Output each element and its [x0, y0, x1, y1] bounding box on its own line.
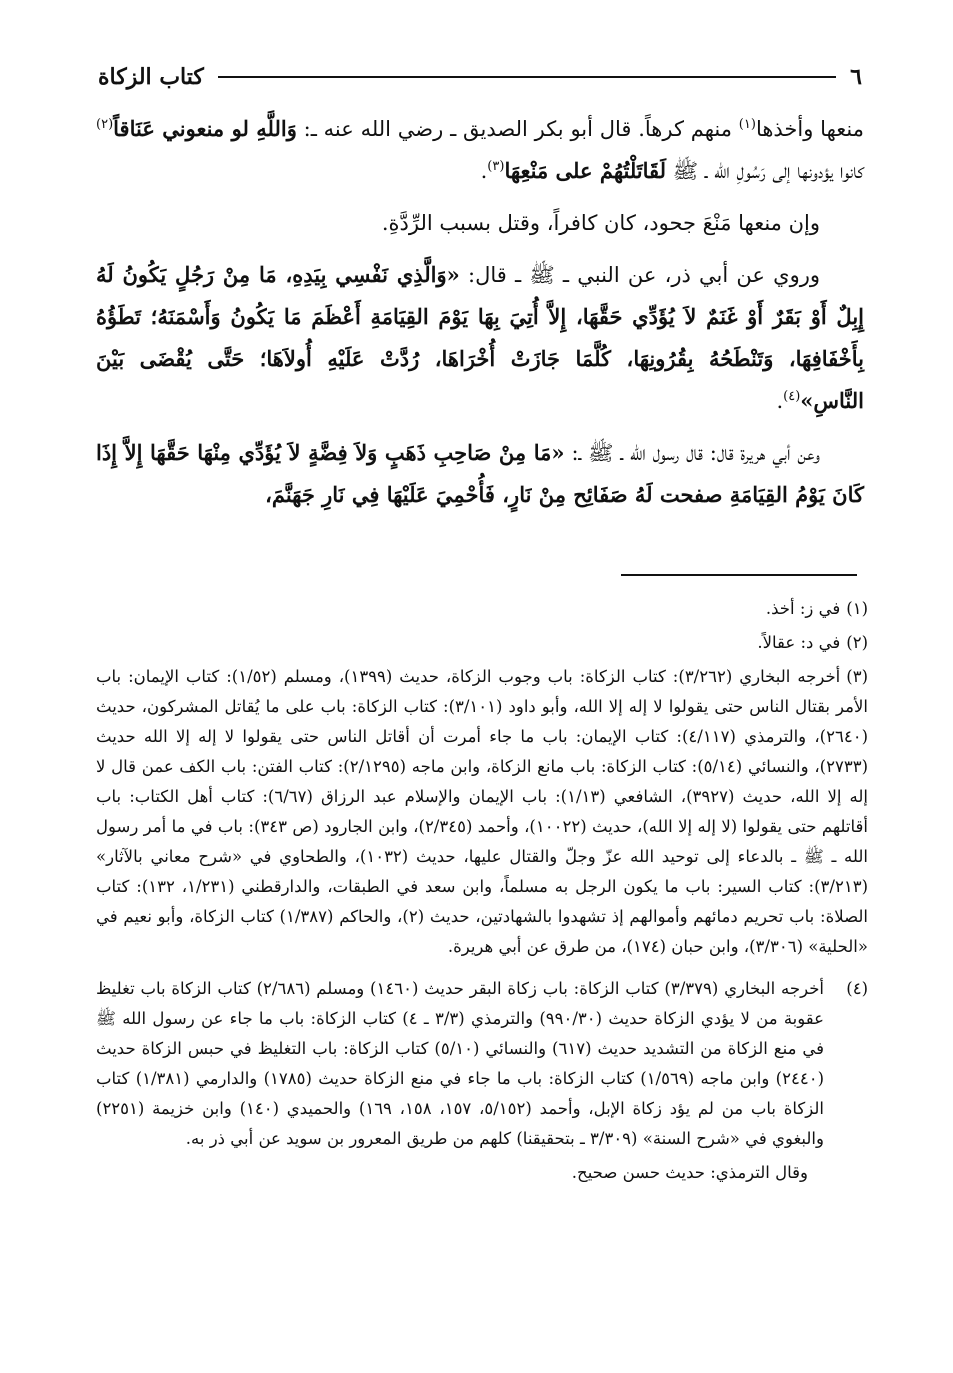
- text-run: وعن أبي هريرة قال: قال رسول الله ـ ﷺ ـ:: [564, 441, 820, 465]
- quote-text: لَقَاتَلْتُهُمْ على مَنْعِهَا: [504, 158, 667, 183]
- footnote-ref-2: (٢): [96, 117, 114, 132]
- footnote-ref-3: (٣): [487, 159, 505, 174]
- chapter-title: كتاب الزكاة: [98, 64, 204, 90]
- footnote-ref-1: (١): [738, 117, 756, 132]
- footnote-1: [96, 594, 868, 624]
- paragraph-3: [96, 254, 864, 422]
- footnote-text: في د: عقالاً.: [757, 633, 841, 652]
- header-rule: [218, 76, 836, 78]
- text-run: .: [776, 389, 784, 413]
- text-run: وروي عن أبي ذر، عن النبي ـ ﷺ ـ قال:: [459, 263, 821, 287]
- footnotes: [96, 594, 868, 1188]
- footnote-number: (٢): [846, 633, 868, 652]
- page-number: ٦: [850, 64, 862, 90]
- text-run: كانوا يؤدونها إلى رَسُولِ الله ـ ﷺ: [666, 159, 864, 183]
- footnote-text: أخرجه البخاري (٣/٣٧٩) كتاب الزكاة: باب زكاة البقر حديث (١٤٦٠) ومسلم (٢/٦٨٦) كتاب الزكاة باب تغليظ عقوبة من لا يؤدي الزكاة حديث (٩٩٠/٣٠) والترمذي (٣/٣ ـ ٤) كتاب الزكاة: باب ما جاء عن رسول الله ﷺ في منع الزكاة من التشديد حديث (٦١٧) والنسائي (٥/١٠) كتاب الزكاة: باب التغليظ في حبس الزكاة حديث (٢٤٤٠) وابن ماجه (١/٥٦٩) كتاب الزكاة: باب ما جاء في منع الزكاة حديث (١٧٨٥) والدارمي (١/٣٨١) كتاب الزكاة باب من لم يؤد زكاة الإبل، وأحمد (٥/١٥٢، ١٥٧، ١٥٨، ١٦٩) والحميدي (١٤٠) وابن خزيمة (٢٢٥١) والبغوي في «شرح السنة» (٣/٣٠٩ ـ بتحقيقنا) كلهم من طريق المعرور بن سويد عن أبي ذر به.: [96, 979, 825, 1148]
- text-run: .: [480, 159, 488, 183]
- footnote-text: أخرجه البخاري (٣/٢٦٢): كتاب الزكاة: باب وجوب الزكاة، حديث (١٣٩٩)، ومسلم (١/٥٢): كتاب الإيمان: باب الأمر بقتال الناس حتى يقولوا لا إله إلا الله، وأبو داود (٣/١٠١): كتاب الزكاة: باب على ما يُقاتل المشركون، حديث (٢٦٤٠)، والترمذي (٤/١١٧): كتاب الإيمان: باب ما جاء أمرت أن أقاتل الناس حتى يقولوا لا إله إلا الله حديث (٢٧٣٣)، والنسائي (٥/١٤): كتاب الزكاة: باب مانع الزكاة، وابن ماجه (٢/١٢٩٥): كتاب الفتن: باب الكف عمن قال لا إله إلا الله، حديث (٣٩٢٧)، الشافعي (١/١٣): باب الإيمان والإسلام عبد الرزاق (٦/٦٧): كتاب أهل الكتاب: باب أقاتلهم حتى يقولوا (لا إله إلا الله)، حديث (١٠٠٢٢)، وأحمد (٢/٣٤٥)، وابن الجارود (ص ٣٤٣): باب في ما أمر رسول الله ـ ﷺ ـ بالدعاء إلى توحيد الله عزّ وجلّ والقتال عليها، حديث (١٠٣٢)، والطحاوي في «شرح معاني بالآثار» (٣/٢١٣): كتاب السير: باب ما يكون الرجل به مسلماً، وابن سعد في الطبقات، والدارقطني (١/٢٣١، ١٣٢): كتاب الصلاة: باب تحريم دمائهم وأموالهم إذ تشهدوا بالشهادتين، حديث (٢)، والحاكم (١/٣٨٧) كتاب الزكاة، وأبو نعيم في «الحلية» (٣/٣٠٦)، وابن حبان (١٧٤)، من طرق عن أبي هريرة.: [96, 667, 868, 956]
- paragraph-2: وإن منعها مَنْعَ جحود، كان كافراً، وقتل بسبب الرِّدَّةِ.: [381, 211, 820, 235]
- footnote-4-note: وقال الترمذي: حديث حسن صحيح.: [571, 1163, 808, 1182]
- page-header: [98, 58, 862, 96]
- footnote-number: (٣): [846, 667, 869, 686]
- footnote-separator: [621, 574, 857, 576]
- hadith-quote: «وَالَّذِي نَفْسِي بِيَدِهِ، مَا مِنْ رَجُلٍ يَكُونُ لَهُ إِبِلٌ أَوْ بَقَرٌ أَوْ غَنَمٌ لاَ يُؤَدِّي حَقَّهَا، إِلاَّ أُتِيَ بِهَا يَوْمَ القِيَامَةِ أَعْظَمَ مَا يَكُونُ وَأَسْمَنَهُ؛ تَطَؤُهُ بِأَخْفَافِهَا، وَتَنْطَحُهُ بِقُرُونِهَا، كُلَّمَا جَازَتْ أُخْرَاهَا، رُدَّتْ عَلَيْهِ أُولاَهَا؛ حَتَّى يُقْضَى بَيْنَ النَّاسِ»: [96, 262, 864, 413]
- footnote-2: [96, 628, 868, 658]
- quote-text: وَاللَّهِ لو منعوني عَنَاقاً: [113, 116, 297, 141]
- footnote-number: (١): [846, 599, 868, 618]
- hadith-quote: «مَا مِنْ صَاحِبِ ذَهَبٍ وَلاَ فِضَّةٍ لاَ يُؤَدِّي مِنْهَا حَقَّهَا إِلاَّ إِذَا كَانَ يَوْمُ القِيَامَةِ صفحت لَهُ صَفَائِح مِنْ نَارٍ، فَأُحْمِيَ عَلَيْهَا فِي نَارِ جَهَنَّمَ،: [96, 440, 864, 507]
- footnote-4: [96, 974, 868, 1154]
- footnote-text: في ز: أخذ.: [765, 599, 841, 618]
- footnote-number: (٤): [846, 979, 868, 998]
- text-run: منهم كرهاً. قال أبو بكر الصديق ـ رضي الله عنه ـ:: [296, 117, 739, 141]
- paragraph-1: [96, 108, 864, 192]
- main-text: [96, 108, 864, 526]
- footnote-3: [96, 662, 868, 962]
- footnote-ref-4: (٤): [783, 389, 801, 404]
- paragraph-4: [96, 432, 864, 516]
- text-run: منعها وأخذها: [755, 117, 864, 141]
